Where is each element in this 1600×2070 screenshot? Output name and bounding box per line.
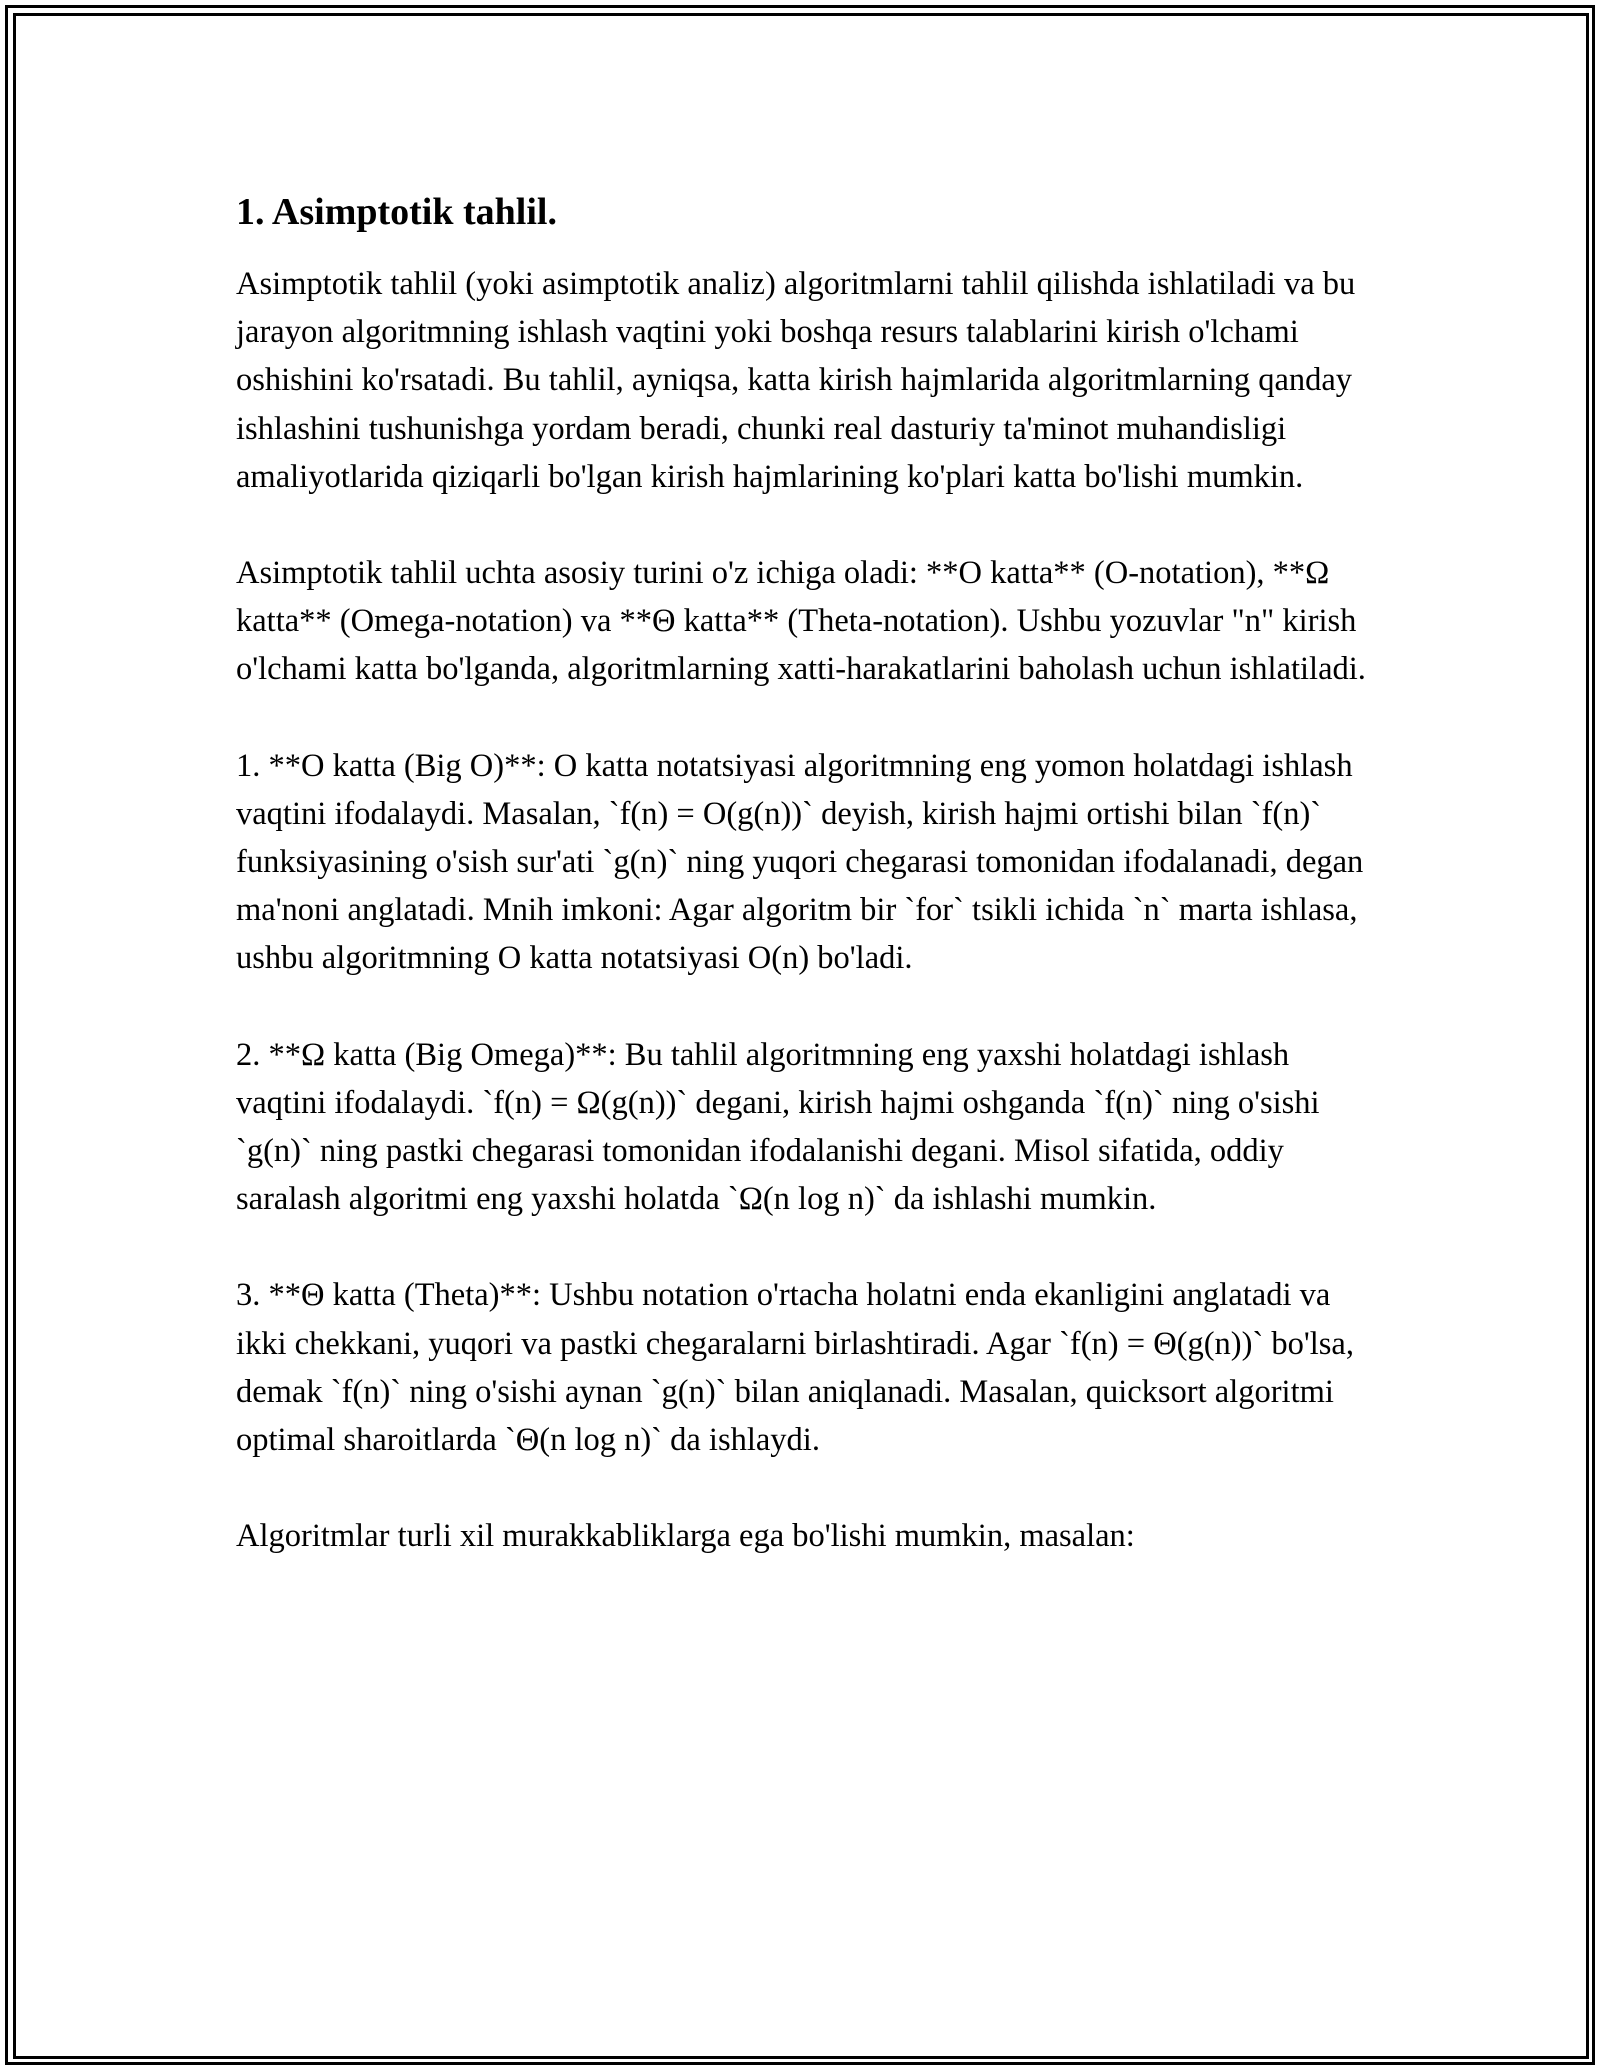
paragraph-complexities: Algoritmlar turli xil murakkabliklarga ega bo'lishi mumkin, masalan: — [236, 1518, 1135, 1555]
paragraph-big-omega: 2. **Ω katta (Big Omega)**: Bu tahlil algoritmning eng yaxshi holatdagi ishlash vaqtini ifodalaydi. `f(n) = Ω(g(n))` degani, kirish hajmi oshganda `f(n)` ning o'sishi `g(n)` ning pastki chegarasi tomonidan ifodalanishi degani. Misol sifatida, oddiy saralash algoritmi eng yaxshi holatda `Ω(n log n)` da ishlashi mumkin. — [236, 1036, 1328, 1218]
paragraph-notation-types: Asimptotik tahlil uchta asosiy turini o'z ichiga oladi: **O katta** (O-notation), **Ω katta** (Omega-notation) va **Θ katta** (Theta-notation). Ushbu yozuvlar "n" kirish o'lchami katta bo'lganda, algoritmlarning xatti-harakatlarini baholash uchun ishlatiladi. — [236, 555, 1366, 688]
section-heading: 1. Asimptotik tahlil. — [236, 191, 557, 233]
document-body — [236, 188, 1372, 1560]
paragraph-big-theta: 3. **Θ katta (Theta)**: Ushbu notation o'rtacha holatni enda ekanligini anglatadi va ikki chekkani, yuqori va pastki chegaralarni birlashtiradi. Agar `f(n) = Θ(g(n))` bo'lsa, demak `f(n)` ning o'sishi aynan `g(n)` bilan aniqlanadi. Masalan, quicksort algoritmi optimal sharoitlarda `Θ(n log n)` da ishlaydi. — [236, 1277, 1363, 1459]
paragraph-big-o: 1. **O katta (Big O)**: O katta notatsiyasi algoritmning eng yomon holatdagi ishlash vaqtini ifodalaydi. Masalan, `f(n) = O(g(n))` deyish, kirish hajmi ortishi bilan `f(n)` funksiyasining o'sish sur'ati `g(n)` ning yuqori chegarasi tomonidan ifodalanadi, degan ma'noni anglatadi. Mnih imkoni: Agar algoritm bir `for` tsikli ichida `n` marta ishlasa, ushbu algoritmning O katta notatsiyasi O(n) bo'ladi. — [236, 747, 1372, 977]
paragraph-intro: Asimptotik tahlil (yoki asimptotik analiz) algoritmlarni tahlil qilishda ishlatiladi va bu jarayon algoritmning ishlash vaqtini yoki boshqa resurs talablarini kirish o'lchami oshishini ko'rsatadi. Bu tahlil, ayniqsa, katta kirish hajmlarida algoritmlarning qanday ishlashini tushunishga yordam beradi, chunki real dasturiy ta'minot muhandisligi amaliyotlarida qiziqarli bo'lgan kirish hajmlarining ko'plari katta bo'lishi mumkin. — [236, 266, 1364, 495]
